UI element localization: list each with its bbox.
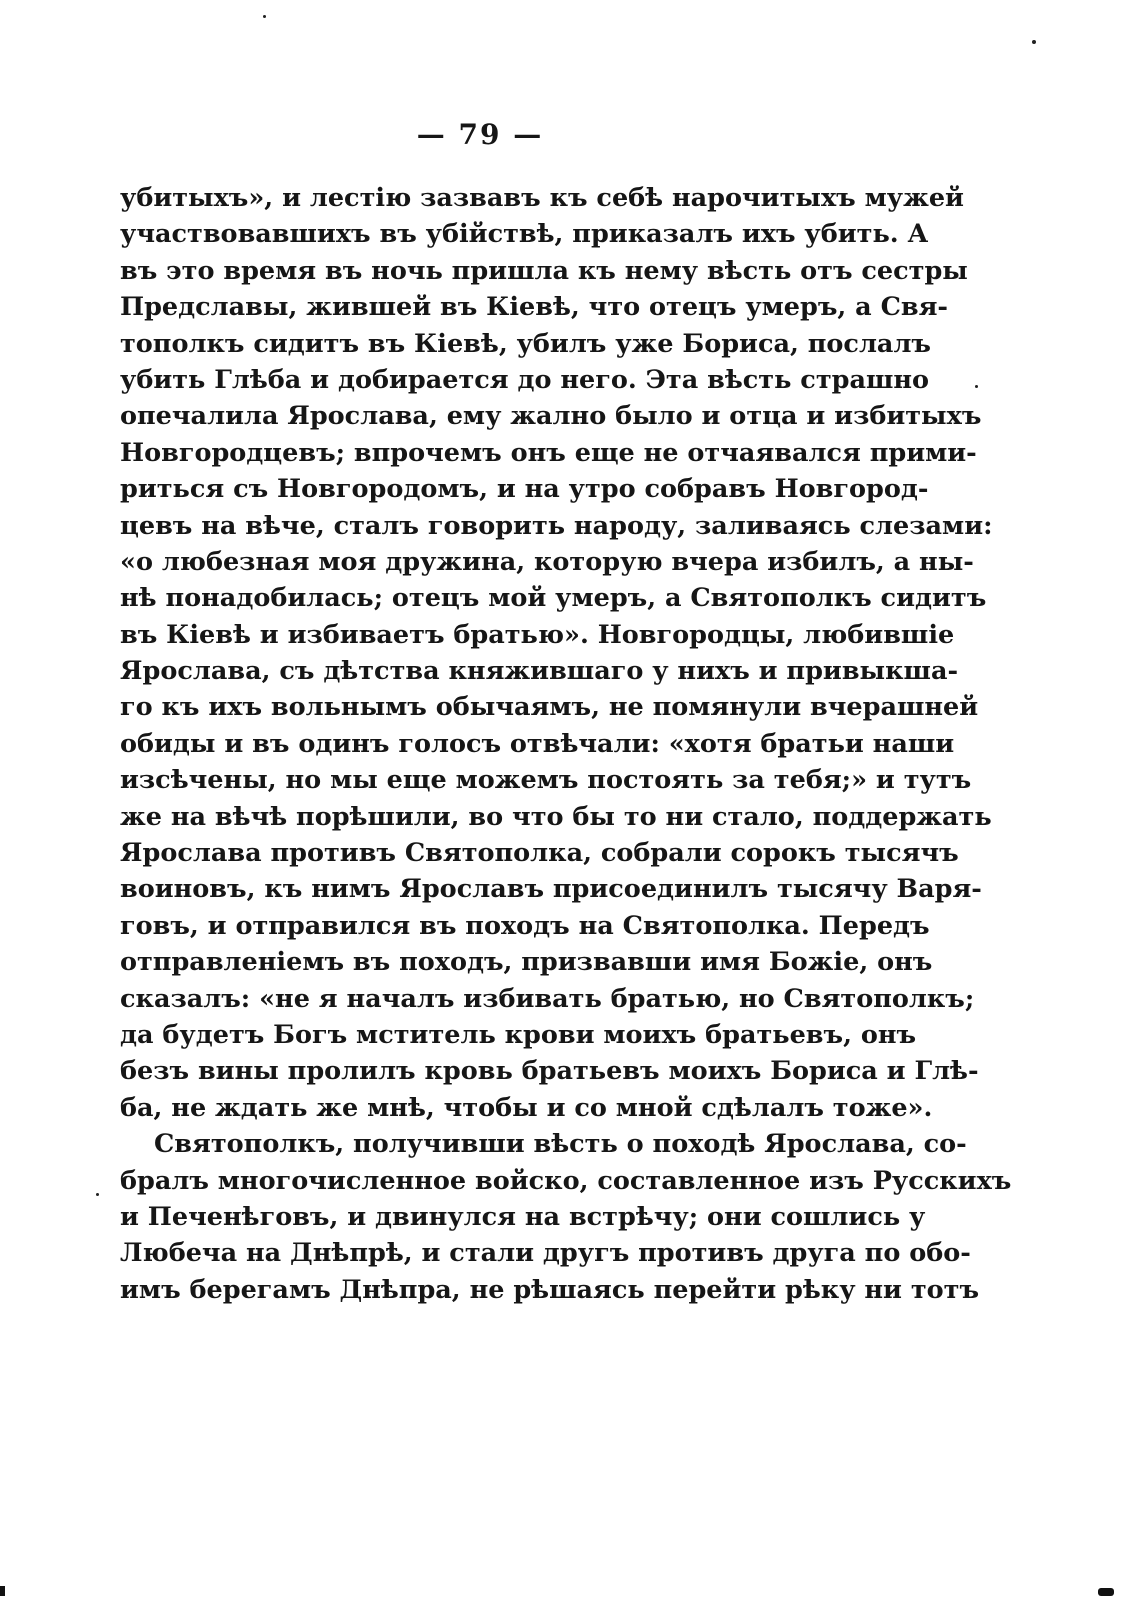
text-line: бралъ многочисленное войско, составленное изъ Русскихъ	[120, 1165, 1012, 1196]
text-line: нѣ понадобилась; отецъ мой умеръ, а Святополкъ сидитъ	[120, 583, 987, 614]
text-line: опечалила Ярослава, ему жално было и отца и избитыхъ	[120, 401, 982, 432]
text-line: Новгородцевъ; впрочемъ онъ еще не отчаявался прими-	[120, 437, 977, 468]
text-line: воиновъ, къ нимъ Ярославъ присоединилъ тысячу Варя-	[120, 874, 982, 905]
text-line: участвовавшихъ въ убійствѣ, приказалъ ихъ убить. А	[120, 219, 929, 250]
text-line: обиды и въ одинъ голосъ отвѣчали: «хотя братьи наши	[120, 728, 955, 759]
text-line: Любеча на Днѣпрѣ, и стали другъ противъ друга по обо-	[120, 1238, 971, 1269]
scan-speck	[263, 15, 266, 18]
text-line: въ это время въ ночь пришла къ нему вѣсть отъ сестры	[120, 255, 968, 286]
scan-edge-mark	[0, 1586, 5, 1596]
scan-speck	[975, 385, 978, 388]
text-line: риться съ Новгородомъ, и на утро собравъ Новгород-	[120, 474, 929, 505]
text-line: ба, не ждать же мнѣ, чтобы и со мной сдѣлалъ тоже».	[120, 1092, 933, 1123]
text-line: и Печенѣговъ, и двинулся на встрѣчу; они сошлись у	[120, 1201, 926, 1232]
scan-speck	[1032, 40, 1036, 44]
text-line: Предславы, жившей въ Кіевѣ, что отецъ умеръ, а Свя-	[120, 292, 949, 323]
text-line: безъ вины пролилъ кровь братьевъ моихъ Бориса и Глѣ-	[120, 1056, 979, 1087]
text-line: Ярослава, съ дѣтства княжившаго у нихъ и привыкша-	[120, 656, 959, 687]
text-line: да будетъ Богъ мститель крови моихъ братьевъ, онъ	[120, 1019, 917, 1050]
scan-edge-mark	[1098, 1588, 1114, 1596]
text-line: го къ ихъ вольнымъ обычаямъ, не помянули вчерашней	[120, 692, 979, 723]
text-line: «о любезная моя дружина, которую вчера избилъ, а ны-	[120, 546, 974, 577]
scan-speck	[96, 1193, 99, 1196]
text-line: Святополкъ, получивши вѣсть о походѣ Ярослава, со-	[154, 1129, 967, 1160]
text-line: отправленіемъ въ походъ, призвавши имя Божіе, онъ	[120, 947, 933, 978]
text-line: имъ берегамъ Днѣпра, не рѣшаясь перейти рѣку ни тотъ	[120, 1274, 980, 1305]
text-line: говъ, и отправился въ походъ на Святополка. Передъ	[120, 910, 930, 941]
text-line: Ярослава противъ Святополка, собрали сорокъ тысячъ	[120, 838, 959, 869]
text-line: въ Кіевѣ и избиваетъ братью». Новгородцы, любившіе	[120, 619, 955, 650]
text-line: сказалъ: «не я началъ избивать братью, но Святополкъ;	[120, 983, 975, 1014]
text-line: убитыхъ», и лестію зазвавъ къ себѣ нарочитыхъ мужей	[120, 183, 964, 213]
page-number: — 79 —	[416, 118, 544, 151]
text-line: убить Глѣба и добирается до него. Эта вѣсть страшно	[120, 364, 930, 395]
text-line: изсѣчены, но мы еще можемъ постоять за тебя;» и тутъ	[120, 765, 972, 796]
text-line: тополкъ сидитъ въ Кіевѣ, убилъ уже Бориса, послалъ	[120, 328, 931, 359]
body-text	[120, 180, 1012, 1308]
text-line: же на вѣчѣ порѣшили, во что бы то ни стало, поддержать	[120, 801, 992, 832]
text-line: цевъ на вѣче, сталъ говорить народу, заливаясь слезами:	[120, 510, 993, 541]
